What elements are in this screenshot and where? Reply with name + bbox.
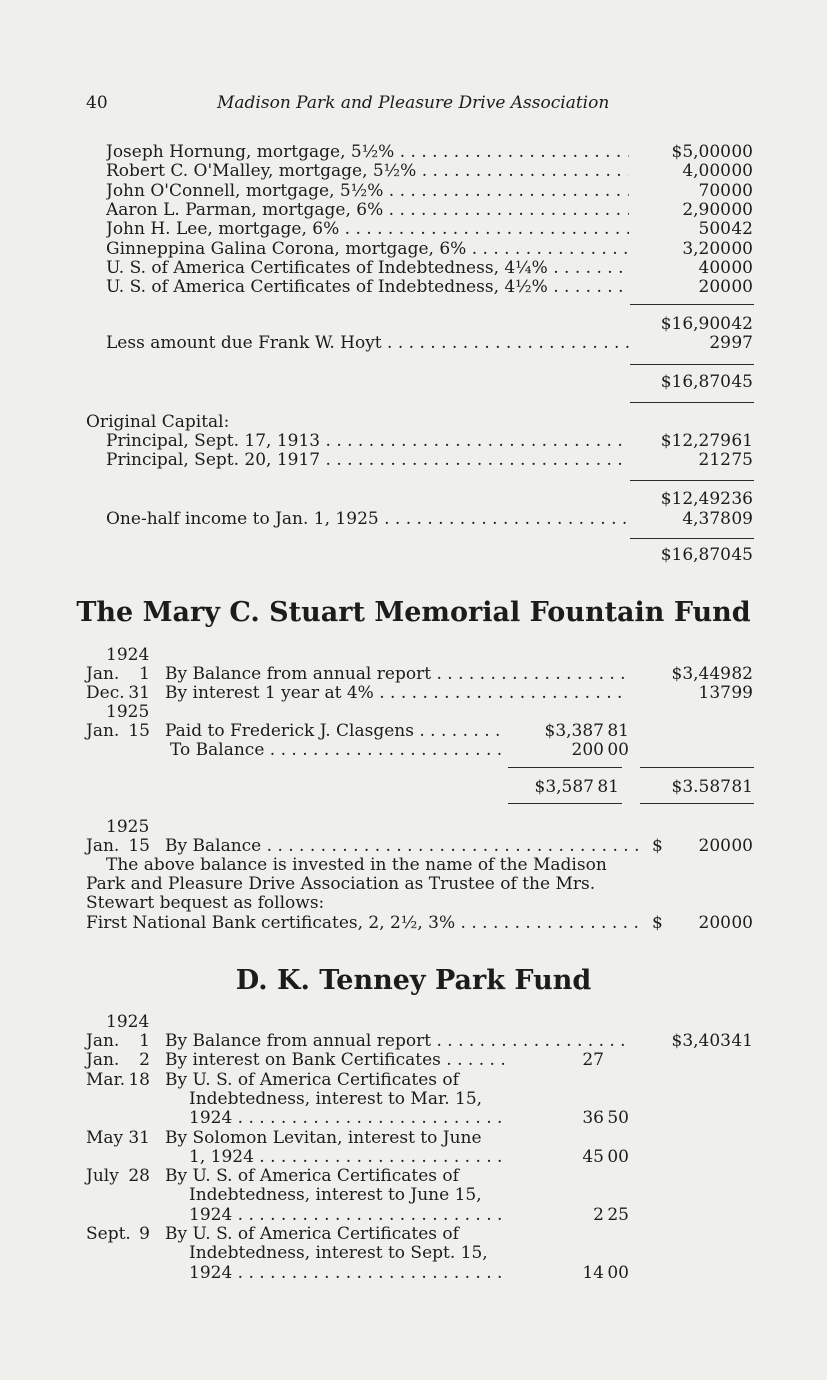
tenney-entry-text: Indebtedness, interest to Mar. 15, <box>189 1088 483 1109</box>
stuart-total-right-dollars: $3.587 <box>671 777 731 797</box>
stuart-total-right-cents: 81 <box>731 777 753 797</box>
income-label: One-half income to Jan. 1, 1925 . . . <box>106 510 629 529</box>
entry-month: Mar. <box>86 1069 126 1090</box>
investment-row-label: Ginneppina Galina Corona, mortgage, 6% . . . <box>106 240 629 259</box>
capital-row-label: Principal, Sept. 20, 1917 . . . <box>106 451 629 470</box>
investment-row-dollars: 200 <box>698 277 731 298</box>
tenney-entry-amount-dollars: $3,403 <box>671 1031 731 1051</box>
stuart-entry-text: By Balance from annual report . . . <box>165 665 629 684</box>
entry-day: 1 <box>139 1031 150 1051</box>
entry-month: Jan. <box>86 836 120 856</box>
investment-row-dollars: 2,900 <box>682 199 731 220</box>
tenney-entry-mid-dollars: 36 <box>582 1108 604 1129</box>
note-line: Park and Pleasure Drive Association as Trustee of the Mrs. <box>86 874 596 894</box>
capital-total-dollars: $16,870 <box>660 545 731 565</box>
stuart-underline-right <box>640 803 754 804</box>
tenney-entry-text: By U. S. of America Certificates of <box>165 1069 459 1090</box>
stuart-entry-text: By Balance . . . <box>165 837 641 856</box>
note-line: Stewart bequest as follows: <box>86 893 325 913</box>
tenney-fund-title: D. K. Tenney Park Fund <box>235 965 592 996</box>
stuart-rule-right <box>640 767 754 768</box>
investments-subtotal-dollars: $16,900 <box>660 314 731 334</box>
subtotal-rule <box>630 304 754 305</box>
entry-month: Jan. <box>86 664 120 684</box>
entry-day: 15 <box>128 721 150 741</box>
investment-row-label: U. S. of America Certificates of Indebtedness, 4¼% . . . <box>106 259 629 278</box>
investment-row-label: Joseph Hornung, mortgage, 5½% . . . <box>106 143 629 162</box>
investment-row-dollars: 3,200 <box>682 238 731 259</box>
less-amount-cents: 97 <box>731 333 753 353</box>
investment-row-cents: 42 <box>731 219 753 240</box>
entry-month: July <box>86 1166 119 1187</box>
stuart-entry-mid-dollars: 200 <box>571 740 604 760</box>
capital-heading: Original Capital: <box>86 412 230 432</box>
capital-subtotal-dollars: $12,492 <box>660 489 731 509</box>
income-amount-dollars: 4,378 <box>682 509 731 529</box>
tenney-entry-mid-dollars: 45 <box>582 1146 604 1167</box>
year-label: 1924 <box>106 1012 150 1032</box>
dollar-sign: $ <box>652 836 663 856</box>
less-amount-dollars: 29 <box>709 333 731 353</box>
entry-month: Jan. <box>86 1050 120 1071</box>
capital-row-dollars: $12,279 <box>660 431 731 451</box>
tenney-entry-mid-dollars: 27 <box>582 1050 604 1071</box>
capital-row-cents: 61 <box>731 431 753 451</box>
tenney-entry-text: 1, 1924 . . . <box>189 1148 505 1167</box>
capital-subtotal-rule <box>630 480 754 481</box>
investment-row-label: John O'Connell, mortgage, 5½% . . . <box>106 182 629 201</box>
stuart-entry-amount-cents: 00 <box>731 836 753 856</box>
investment-row-cents: 00 <box>731 142 753 162</box>
tenney-entry-mid-dollars: 14 <box>582 1262 604 1283</box>
stuart-total-left-dollars: $3,587 <box>534 777 594 797</box>
entry-month: Jan. <box>86 1031 120 1051</box>
total-underline <box>630 402 754 403</box>
investments-total-dollars: $16,870 <box>660 372 731 392</box>
stuart-entry-amount-cents: 82 <box>731 664 753 684</box>
year-label: 1925 <box>106 817 150 837</box>
stuart-entry-text: By interest 1 year at 4% . . . <box>165 684 629 703</box>
capital-total-rule <box>630 538 754 539</box>
entry-month: Jan. <box>86 721 120 741</box>
capital-row-label: Principal, Sept. 17, 1913 . . . <box>106 432 629 451</box>
tenney-entry-text: By Solomon Levitan, interest to June <box>165 1127 482 1148</box>
certs-amount-cents: 00 <box>731 913 753 933</box>
investment-row-cents: 00 <box>731 238 753 259</box>
entry-day: 18 <box>128 1069 150 1090</box>
entry-day: 1 <box>139 664 150 684</box>
capital-row-dollars: 212 <box>698 450 731 470</box>
entry-day: 15 <box>128 836 150 856</box>
stuart-entry-amount-dollars: $3,449 <box>671 664 731 684</box>
tenney-entry-text: Indebtedness, interest to Sept. 15, <box>189 1243 488 1264</box>
entry-day: 9 <box>139 1224 150 1244</box>
investment-row-dollars: $5,000 <box>671 142 731 162</box>
tenney-entry-mid-dollars: 2 <box>593 1204 604 1225</box>
tenney-entry-text: 1924 . . . <box>189 1264 505 1283</box>
investment-row-cents: 00 <box>731 277 753 298</box>
tenney-entry-text: By U. S. of America Certificates of <box>165 1224 459 1244</box>
stuart-entry-amount-cents: 99 <box>731 683 753 703</box>
tenney-entry-amount-cents: 41 <box>731 1031 753 1051</box>
investment-row-cents: 00 <box>731 161 753 182</box>
note-line: The above balance is invested in the name of the Madison <box>106 855 607 875</box>
certs-amount-dollars: 200 <box>698 913 731 933</box>
stuart-fund-title: The Mary C. Stuart Memorial Fountain Fund <box>76 597 751 628</box>
stuart-underline-left <box>508 803 622 804</box>
entry-month: May <box>86 1127 124 1148</box>
certs-label: First National Bank certificates, 2, 2½, 3% . . . <box>86 914 641 933</box>
tenney-entry-text: By U. S. of America Certificates of <box>165 1166 459 1187</box>
tenney-entry-mid-cents: 25 <box>607 1204 629 1225</box>
investment-row-cents: 00 <box>731 199 753 220</box>
entry-day: 31 <box>128 1127 150 1148</box>
tenney-entry-mid-cents: 50 <box>607 1108 629 1129</box>
income-amount-cents: 09 <box>731 509 753 529</box>
tenney-entry-text: 1924 . . . <box>189 1109 505 1128</box>
tenney-entry-mid-cents: 00 <box>607 1262 629 1283</box>
capital-row-cents: 75 <box>731 450 753 470</box>
capital-subtotal-cents: 36 <box>731 489 753 509</box>
tenney-entry-text: By Balance from annual report . . . <box>165 1032 629 1051</box>
stuart-rule-left <box>508 767 622 768</box>
stuart-entry-mid-cents: 00 <box>607 740 629 760</box>
tenney-entry-mid-cents: 00 <box>607 1146 629 1167</box>
stuart-total-left-cents: 81 <box>597 777 619 797</box>
investments-subtotal-cents: 42 <box>731 314 753 334</box>
page-number: 40 <box>86 93 108 113</box>
entry-day: 28 <box>128 1166 150 1187</box>
investment-row-label: U. S. of America Certificates of Indebtedness, 4½% . . . <box>106 278 629 297</box>
entry-day: 31 <box>128 683 150 703</box>
entry-month: Dec. <box>86 683 125 703</box>
stuart-entry-mid-dollars: $3,387 <box>544 721 604 741</box>
investment-row-dollars: 400 <box>698 257 731 278</box>
running-title: Madison Park and Pleasure Drive Association <box>217 93 610 113</box>
investment-row-label: Aaron L. Parman, mortgage, 6% . . . <box>106 201 629 220</box>
stuart-entry-amount-dollars: 200 <box>698 836 731 856</box>
investment-row-label: John H. Lee, mortgage, 6% . . . <box>106 220 629 239</box>
dollar-sign: $ <box>652 913 663 933</box>
investments-total-cents: 45 <box>731 372 753 392</box>
total-rule <box>630 364 754 365</box>
tenney-entry-text: By interest on Bank Certificates . . . <box>165 1051 505 1070</box>
year-label: 1925 <box>106 702 150 722</box>
entry-month: Sept. <box>86 1224 131 1244</box>
year-label: 1924 <box>106 645 150 665</box>
less-label: Less amount due Frank W. Hoyt . . . <box>106 334 629 353</box>
tenney-entry-text: Indebtedness, interest to June 15, <box>189 1185 482 1206</box>
entry-day: 2 <box>139 1050 150 1071</box>
investment-row-cents: 00 <box>731 180 753 201</box>
tenney-entry-text: 1924 . . . <box>189 1206 505 1225</box>
investment-row-dollars: 4,000 <box>682 161 731 182</box>
stuart-entry-mid-cents: 81 <box>607 721 629 741</box>
capital-total-cents: 45 <box>731 545 753 565</box>
investment-row-dollars: 700 <box>698 180 731 201</box>
investment-row-cents: 00 <box>731 257 753 278</box>
stuart-entry-amount-dollars: 137 <box>698 683 731 703</box>
investment-row-dollars: 500 <box>698 219 731 240</box>
stuart-entry-text: Paid to Frederick J. Clasgens . . . <box>165 722 505 741</box>
stuart-entry-text: To Balance . . . <box>170 741 505 760</box>
investment-row-label: Robert C. O'Malley, mortgage, 5½% . . . <box>106 162 629 181</box>
